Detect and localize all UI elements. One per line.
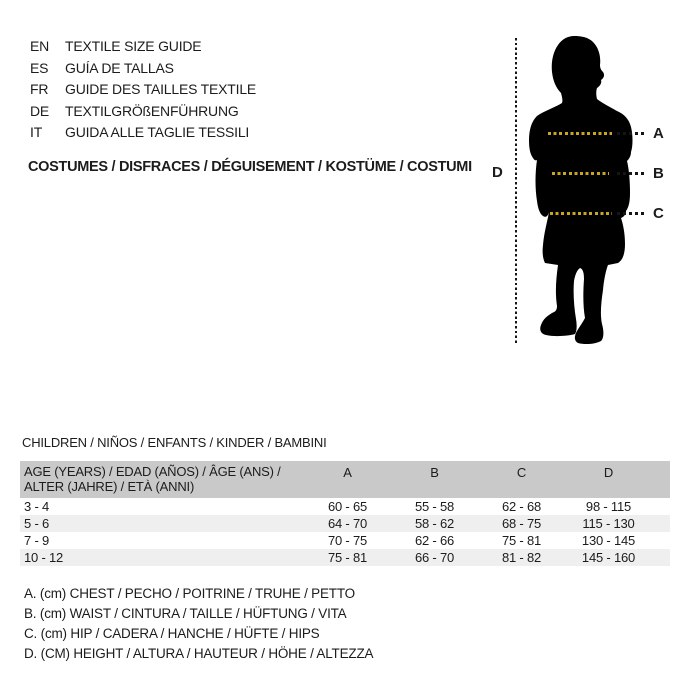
value-cell-d: 115 - 130	[582, 516, 635, 531]
table-row	[20, 515, 670, 532]
value-cell-c: 81 - 82	[501, 550, 542, 565]
legend-line-chest: A. (cm) CHEST / PECHO / POITRINE / TRUHE / PETTO	[24, 586, 355, 601]
legend-line-height: D. (CM) HEIGHT / ALTURA / HAUTEUR / HÖHE / ALTEZZA	[24, 646, 374, 661]
size-figure	[490, 35, 690, 353]
value-cell-b: 58 - 62	[414, 516, 455, 531]
value-cell-d: 130 - 145	[581, 533, 636, 548]
age-cell: 7 - 9	[24, 533, 50, 548]
language-name: GUÍA DE TALLAS	[65, 59, 174, 76]
language-name: GUIDE DES TAILLES TEXTILE	[65, 81, 257, 97]
value-cell-a: 75 - 81	[327, 550, 368, 565]
table-row	[20, 498, 670, 515]
language-row	[30, 36, 256, 58]
children-section-heading: CHILDREN / NIÑOS / ENFANTS / KINDER / BAMBINI	[22, 435, 327, 450]
value-cell-b: 62 - 66	[414, 533, 455, 548]
child-silhouette	[528, 35, 648, 345]
language-row	[30, 122, 256, 144]
age-header-line1: AGE (YEARS) / EDAD (AÑOS) / ÂGE (ANS) /	[24, 464, 281, 479]
value-cell-b: 55 - 58	[414, 499, 455, 514]
language-row	[30, 79, 256, 101]
value-cell-a: 64 - 70	[327, 516, 368, 531]
language-code: IT	[30, 124, 43, 140]
value-cell-c: 68 - 75	[501, 516, 542, 531]
language-row	[30, 101, 256, 123]
measure-row-hip	[490, 205, 690, 221]
measure-row-waist	[490, 165, 690, 181]
col-header-d: D	[603, 465, 614, 480]
language-code: EN	[30, 38, 50, 54]
measurement-legend	[24, 584, 373, 664]
language-list	[30, 36, 256, 144]
table-row	[20, 549, 670, 566]
waist-measure-label: B	[653, 165, 664, 182]
col-header-b: B	[430, 465, 439, 480]
hip-measure-label: C	[653, 205, 664, 222]
value-cell-c: 75 - 81	[501, 533, 542, 548]
hip-connector-dots	[617, 212, 647, 215]
age-cell: 10 - 12	[24, 550, 64, 565]
height-measure-label: D	[492, 164, 503, 181]
table-header	[20, 461, 670, 498]
col-header-c: C	[516, 465, 527, 480]
chest-dash-line	[548, 132, 612, 135]
chest-measure-label: A	[653, 125, 664, 142]
size-table	[20, 461, 670, 566]
col-header-a: A	[343, 465, 352, 480]
age-header-line2: ALTER (JAHRE) / ETÀ (ANNI)	[24, 479, 195, 494]
legend-line-waist: B. (cm) WAIST / CINTURA / TAILLE / HÜFTUNG / VITA	[24, 606, 347, 621]
value-cell-d: 98 - 115	[585, 499, 632, 514]
value-cell-a: 70 - 75	[327, 533, 368, 548]
value-cell-c: 62 - 68	[501, 499, 542, 514]
age-column-header	[24, 464, 304, 494]
measure-row-chest	[490, 125, 690, 141]
language-name: TEXTILE SIZE GUIDE	[65, 38, 202, 54]
value-cell-d: 145 - 160	[581, 550, 636, 565]
age-cell: 3 - 4	[24, 499, 50, 514]
hip-dash-line	[550, 212, 612, 215]
language-code: DE	[30, 102, 50, 119]
waist-connector-dots	[617, 172, 647, 175]
value-cell-a: 60 - 65	[327, 499, 368, 514]
language-code: ES	[30, 59, 49, 76]
table-row	[20, 532, 670, 549]
language-name: GUIDA ALLE TAGLIE TESSILI	[65, 124, 250, 140]
height-dotted-line	[515, 38, 517, 345]
language-name: TEXTILGRÖßENFÜHRUNG	[65, 102, 239, 119]
category-title: COSTUMES / DISFRACES / DÉGUISEMENT / KOSTÜME / COSTUMI	[28, 159, 472, 175]
value-cell-b: 66 - 70	[414, 550, 455, 565]
language-code: FR	[30, 81, 49, 97]
legend-line-hip: C. (cm) HIP / CADERA / HANCHE / HÜFTE / HIPS	[24, 626, 320, 641]
chest-connector-dots	[617, 132, 647, 135]
waist-dash-line	[552, 172, 609, 175]
language-row	[30, 58, 256, 80]
age-cell: 5 - 6	[24, 516, 50, 531]
